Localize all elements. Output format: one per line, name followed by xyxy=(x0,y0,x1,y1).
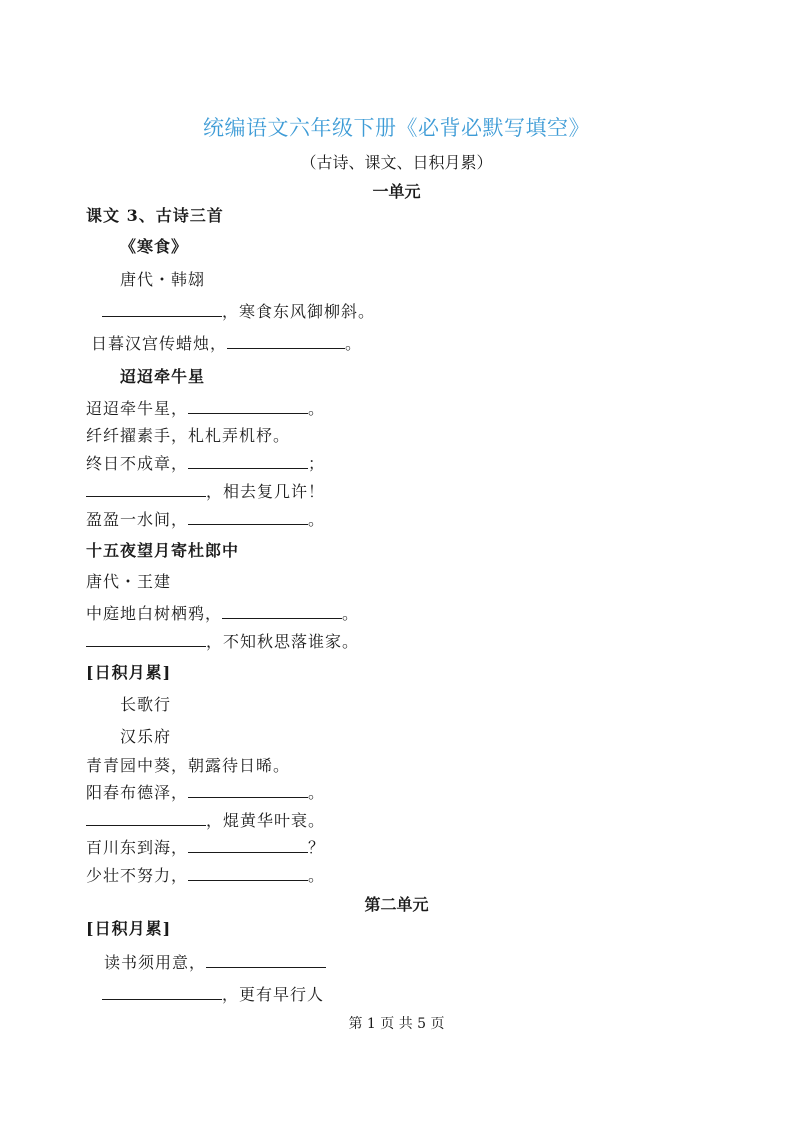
poem3-author: 唐代・王建 xyxy=(86,572,172,591)
poem3-line1-end: 。 xyxy=(342,604,360,623)
unit-two-line2-text: ，更有早行人 xyxy=(222,985,325,1004)
fill-blank[interactable] xyxy=(188,783,308,798)
unit-two-rijiyuelei-heading: [日积月累] xyxy=(86,919,172,938)
fill-blank[interactable] xyxy=(206,953,326,968)
fill-blank[interactable] xyxy=(188,399,308,414)
poem2-line1-end: 。 xyxy=(308,399,326,418)
poem3-line2 xyxy=(86,632,359,652)
page-title: 统编语文六年级下册《必背必默写填空》 xyxy=(203,116,590,140)
page-subtitle: （古诗、课文、日积月累） xyxy=(300,153,493,172)
fill-blank[interactable] xyxy=(188,454,308,469)
unit-one-heading: 一单元 xyxy=(372,182,421,201)
poem2-line3-text: 终日不成章， xyxy=(86,454,189,473)
changgexing-author: 汉乐府 xyxy=(120,727,172,746)
changgexing-line4-text: 百川东到海， xyxy=(86,838,189,857)
changgexing-title: 长歌行 xyxy=(120,695,172,714)
changgexing-line5 xyxy=(86,866,325,886)
fill-blank[interactable] xyxy=(188,838,308,853)
rijiyuelei-heading: [日积月累] xyxy=(86,663,172,682)
changgexing-line2 xyxy=(86,783,325,803)
fill-blank[interactable] xyxy=(102,302,222,317)
poem1-line2-text: 日暮汉宫传蜡烛， xyxy=(91,334,228,353)
changgexing-line5-end: 。 xyxy=(308,866,326,885)
fill-blank[interactable] xyxy=(86,482,206,497)
poem2-line5-text: 盈盈一水间， xyxy=(86,510,189,529)
poem2-line1 xyxy=(86,399,325,419)
changgexing-line4 xyxy=(86,838,325,858)
unit-two-line1 xyxy=(104,953,326,973)
poem1-line1-text: ，寒食东风御柳斜。 xyxy=(222,302,376,321)
poem2-line4 xyxy=(86,482,325,502)
poem2-line3-end: ； xyxy=(308,454,326,473)
poem3-line1-text: 中庭地白树栖鸦， xyxy=(86,604,223,623)
poem2-line4-text: ，相去复几许！ xyxy=(206,482,326,501)
changgexing-line4-end: ？ xyxy=(308,838,326,857)
poem2-line2: 纤纤擢素手，札札弄机杼。 xyxy=(86,426,291,445)
fill-blank[interactable] xyxy=(86,632,206,647)
poem2-title: 迢迢牵牛星 xyxy=(120,367,206,386)
unit-two-heading: 第二单元 xyxy=(364,895,429,914)
poem1-line2-end: 。 xyxy=(345,334,363,353)
page-number: 第 1 页 共 5 页 xyxy=(348,1016,445,1032)
poem1-author: 唐代・韩翃 xyxy=(120,270,206,289)
poem3-title: 十五夜望月寄杜郎中 xyxy=(86,541,240,560)
unit-two-line2 xyxy=(102,985,324,1005)
changgexing-line5-text: 少壮不努力， xyxy=(86,866,189,885)
changgexing-line3 xyxy=(86,811,325,831)
poem1-line1 xyxy=(102,302,375,322)
poem1-line2 xyxy=(91,334,362,354)
poem3-line2-text: ，不知秋思落谁家。 xyxy=(206,632,360,651)
changgexing-line2-end: 。 xyxy=(308,783,326,802)
lesson3-heading: 课文 3、古诗三首 xyxy=(86,206,224,225)
poem2-line5-end: 。 xyxy=(308,510,326,529)
fill-blank[interactable] xyxy=(188,866,308,881)
fill-blank[interactable] xyxy=(102,985,222,1000)
poem3-line1 xyxy=(86,604,359,624)
changgexing-line3-text: ，焜黄华叶衰。 xyxy=(206,811,326,830)
poem2-line1-text: 迢迢牵牛星， xyxy=(86,399,189,418)
fill-blank[interactable] xyxy=(227,334,345,349)
unit-two-line1-text: 读书须用意， xyxy=(104,953,207,972)
fill-blank[interactable] xyxy=(86,811,206,826)
poem2-line3 xyxy=(86,454,325,474)
changgexing-line1: 青青园中葵，朝露待日晞。 xyxy=(86,756,291,775)
fill-blank[interactable] xyxy=(188,510,308,525)
poem1-title: 《寒食》 xyxy=(120,237,189,256)
changgexing-line2-text: 阳春布德泽， xyxy=(86,783,189,802)
poem2-line5 xyxy=(86,510,325,530)
fill-blank[interactable] xyxy=(222,604,342,619)
